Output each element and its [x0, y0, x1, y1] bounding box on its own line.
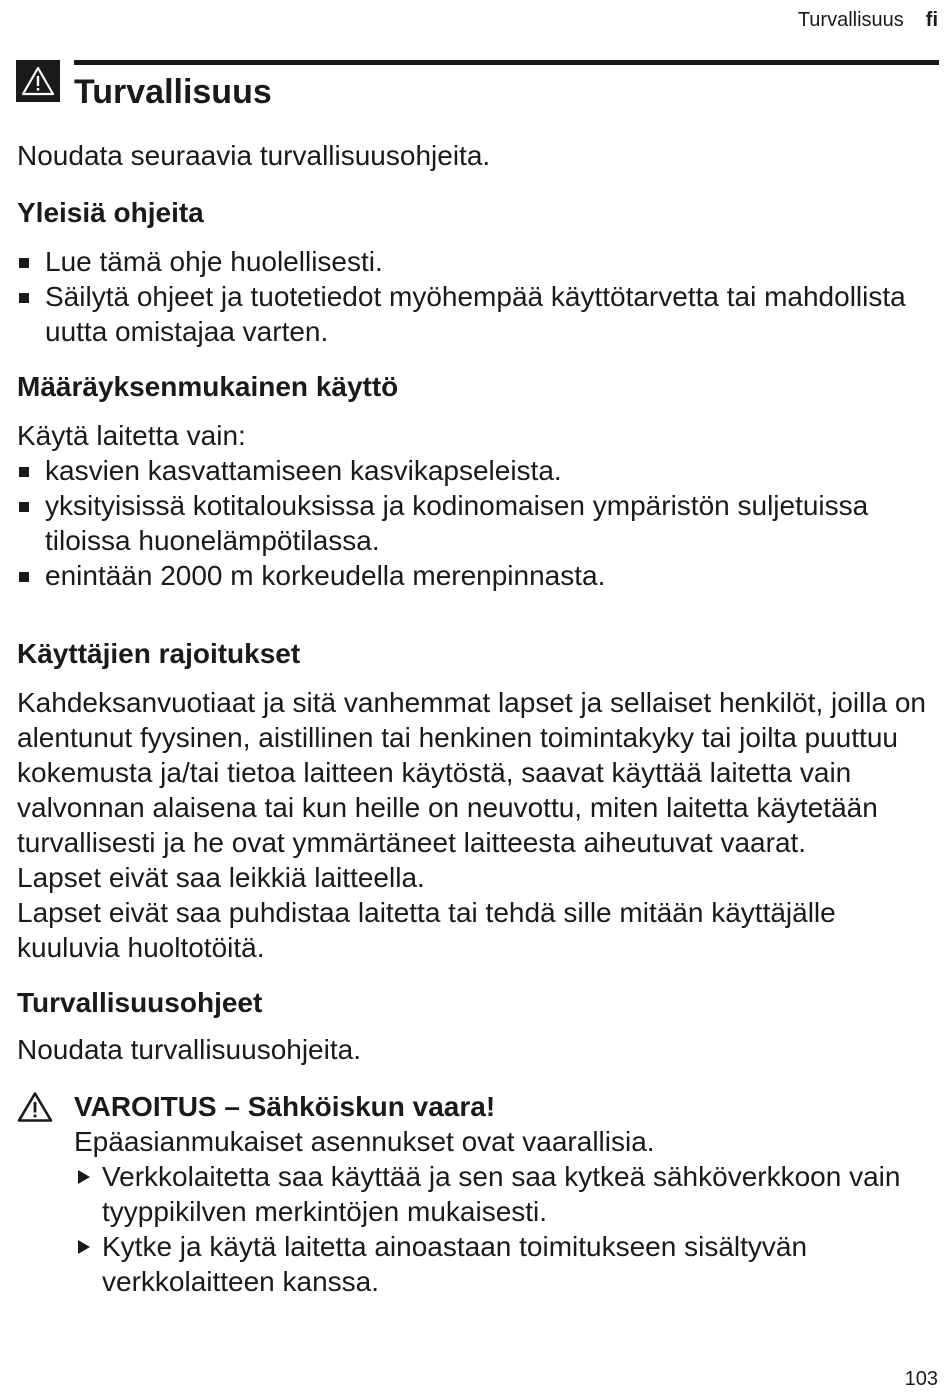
- list-item: Kytke ja käytä laitetta ainoastaan toimitukseen sisältyvän verkkolaitteen kanssa.: [74, 1229, 937, 1299]
- warning-list: [74, 1159, 937, 1299]
- page-number: 103: [904, 1368, 938, 1390]
- intended-use-lead: Käytä laitetta vain:: [17, 420, 246, 451]
- warning-triangle-icon: [16, 60, 60, 102]
- general-list: [17, 244, 937, 349]
- warning-block: [17, 1089, 937, 1299]
- list-item: enintään 2000 m korkeudella merenpinnasta.: [17, 558, 937, 593]
- intro-text: Noudata seuraavia turvallisuusohjeita.: [17, 140, 491, 171]
- section-title-user-restrictions: Käyttäjien rajoitukset: [17, 638, 301, 669]
- list-item: Säilytä ohjeet ja tuotetiedot myöhempää käyttötarvetta tai mahdollista uutta omistajaa varten.: [17, 279, 937, 349]
- warning-text: Epäasianmukaiset asennukset ovat vaarallisia.: [74, 1126, 655, 1157]
- list-item: Lue tämä ohje huolellisesti.: [17, 244, 937, 279]
- warning-triangle-icon: [17, 1091, 53, 1131]
- running-header: [798, 9, 938, 32]
- section-title-intended-use: Määräyksenmukainen käyttö: [17, 371, 399, 402]
- user-restrictions-cleaning: Lapset eivät saa puhdistaa laitetta tai tehdä sille mitään käyttäjälle kuuluvia huoltotöitä.: [17, 897, 836, 963]
- user-restrictions-body: Kahdeksanvuotiaat ja sitä vanhemmat lapset ja sellaiset henkilöt, joilla on alentunut fyysinen, aistillinen tai henkinen toimintakyky tai joilta puuttuu kokemusta ja/tai tietoa laitteen käytöstä, saavat käyttää laitetta vain valvonnan alaisena tai kun heille on neuvottu, miten laitetta käytetään turvallisesti ja he ovat ymmärtäneet laitteesta aiheutuvat vaarat.: [17, 687, 926, 858]
- main-content: [17, 138, 937, 1299]
- safety-lead: Noudata turvallisuusohjeita.: [17, 1034, 361, 1065]
- page-title: Turvallisuus: [74, 73, 272, 111]
- running-header-title: Turvallisuus: [797, 9, 904, 31]
- intended-use-list: [17, 453, 937, 593]
- header-rule: [74, 60, 939, 65]
- warning-title: VAROITUS – Sähköiskun vaara!: [74, 1091, 496, 1122]
- language-code: fi: [925, 9, 938, 31]
- section-title-general: Yleisiä ohjeita: [17, 197, 204, 228]
- section-title-safety: Turvallisuusohjeet: [17, 987, 263, 1018]
- user-restrictions-play: Lapset eivät saa leikkiä laitteella.: [17, 862, 425, 893]
- list-item: kasvien kasvattamiseen kasvikapseleista.: [17, 453, 937, 488]
- list-item: yksityisissä kotitalouksissa ja kodinomaisen ympäristön suljetuissa tiloissa huonelämpötilassa.: [17, 488, 937, 558]
- list-item: Verkkolaitetta saa käyttää ja sen saa kytkeä sähköverkkoon vain tyyppikilven merkintöjen mukaisesti.: [74, 1159, 937, 1229]
